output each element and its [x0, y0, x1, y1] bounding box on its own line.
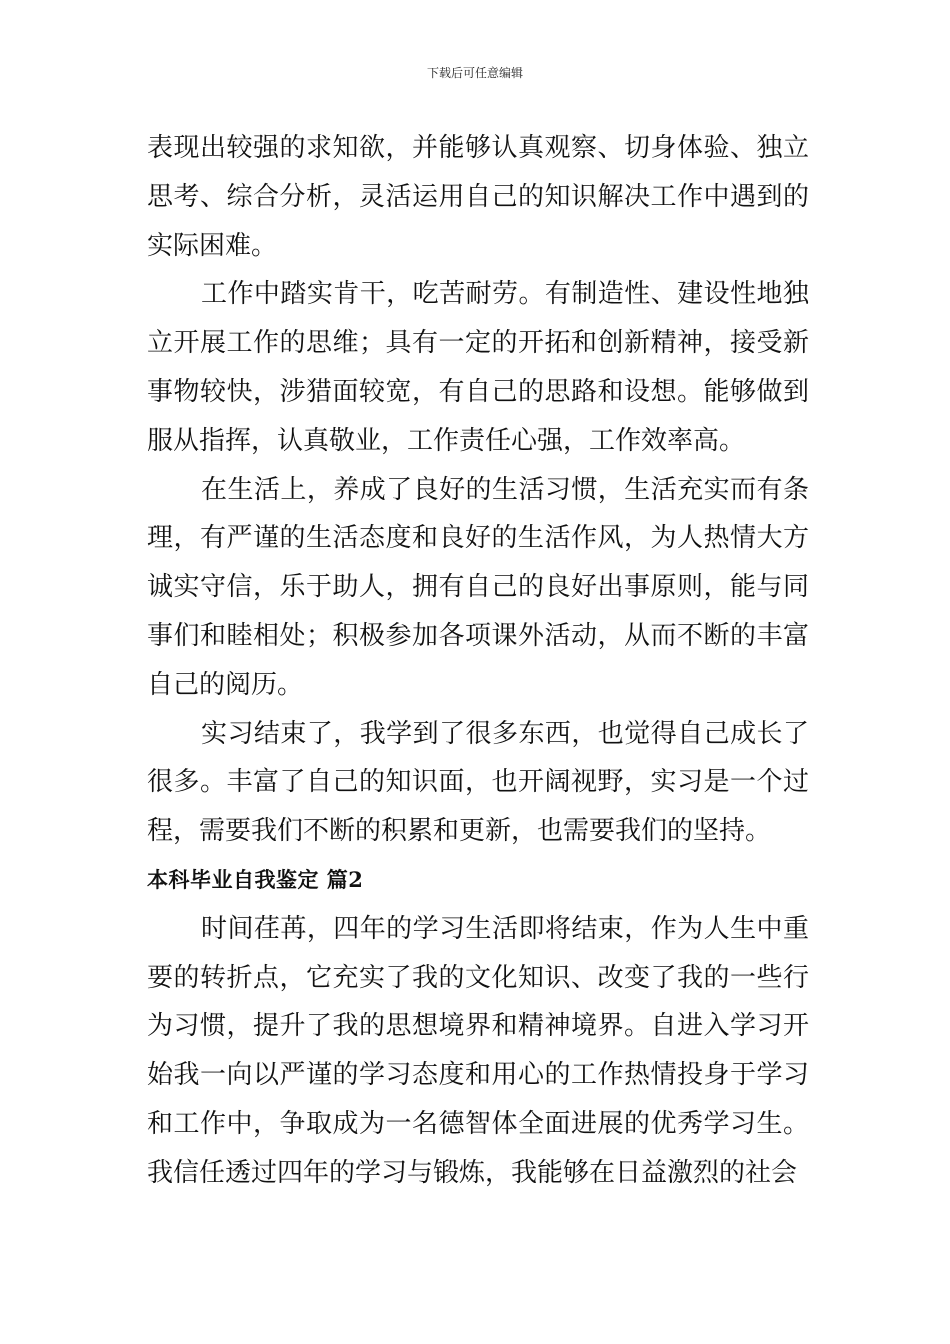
page-header: 下载后可任意编辑: [426, 66, 523, 80]
paragraph-5: 时间荏苒，四年的学习生活即将结束，作为人生中重要的转折点，它充实了我的文化知识、改变了我的一些行为习惯，提升了我的思想境界和精神境界。自进入学习开始我一向以严谨的学习态度和用心的工作热情投身于学习和工作中，争取成为一名德智体全面进展的优秀学习生。我信任透过四年的学习与锻炼，我能够在日益激烈的社会: [147, 913, 809, 1188]
paragraph-3: 在生活上，养成了良好的生活习惯，生活充实而有条理，有严谨的生活态度和良好的生活作风，为人热情大方诚实守信，乐于助人，拥有自己的良好出事原则，能与同事们和睦相处；积极参加各项课外活动，从而不断的丰富自己的阅历。: [147, 474, 809, 700]
paragraph-1: 表现出较强的求知欲，并能够认真观察、切身体验、独立思考、综合分析，灵活运用自己的知识解决工作中遇到的实际困难。: [147, 133, 809, 261]
paragraph-4: 实习结束了，我学到了很多东西，也觉得自己成长了很多。丰富了自己的知识面，也开阔视野，实习是一个过程，需要我们不断的积累和更新，也需要我们的坚持。: [147, 718, 809, 847]
paragraph-2: 工作中踏实肯干，吃苦耐劳。有制造性、建设性地独立开展工作的思维；具有一定的开拓和创新精神，接受新事物较快，涉猎面较宽，有自己的思路和设想。能够做到服从指挥，认真敬业，工作责任心强，工作效率高。: [147, 279, 809, 456]
section-heading: 本科毕业自我鉴定 篇2: [147, 866, 364, 892]
document-body: [147, 124, 809, 1198]
